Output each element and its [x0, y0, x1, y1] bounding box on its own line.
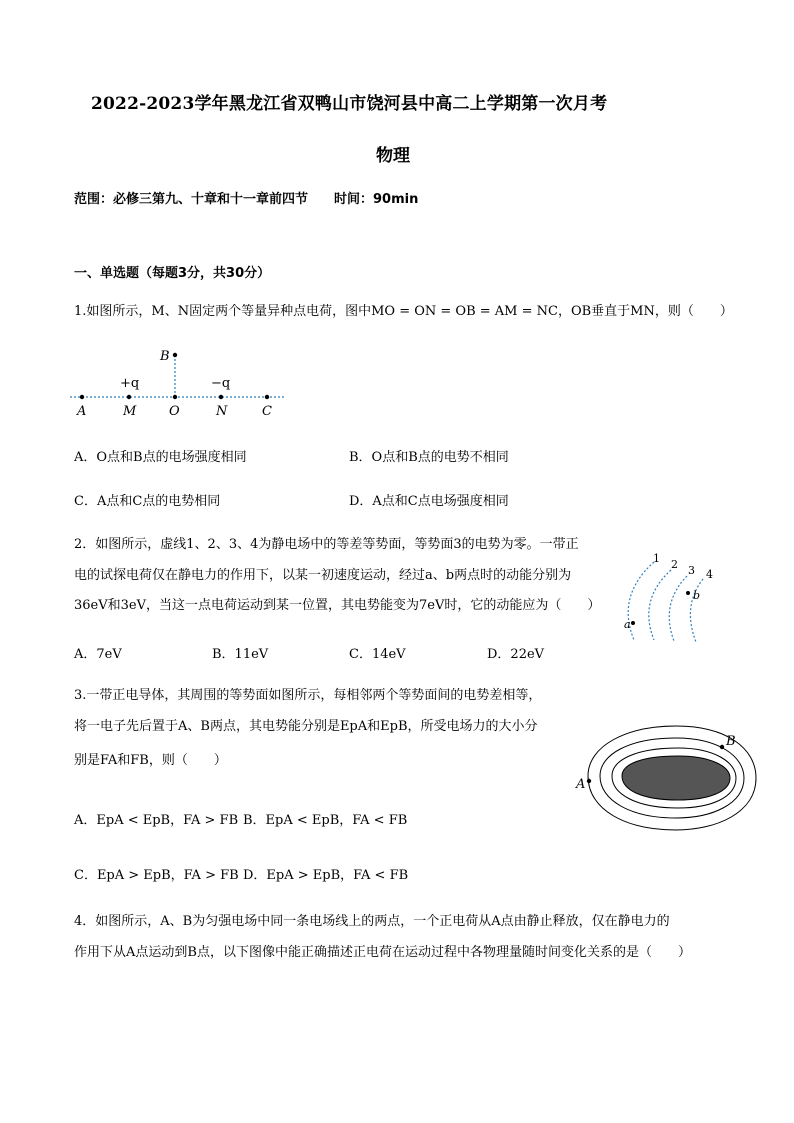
q3-point-a: [587, 779, 591, 783]
q2-line-label-3: 3: [688, 564, 695, 577]
q1-point-o: [173, 395, 177, 399]
q2-line-label-4: 4: [706, 568, 713, 581]
q3-figure: [566, 718, 766, 836]
q2-equipotential-2: [649, 570, 671, 640]
exam-title: 2022-2023学年黑龙江省双鸭山市饶河县中高二上学期第一次月考: [91, 94, 608, 114]
q1-label-c: C: [262, 404, 272, 419]
q2-line-label-1: 1: [653, 552, 660, 565]
q2-stem-line3: 36eV和3eV，当这一点电荷运动到某一位置，其电势能变为7eV时，它的动能应为（ ）: [74, 598, 601, 613]
q2-option-d[interactable]: D．22eV: [487, 647, 545, 662]
q3-conductor: [622, 756, 730, 800]
q1-charge-plus: +q: [120, 376, 140, 391]
q1-stem: 1.如图所示，M、N固定两个等量异种点电荷，图中MO = ON = OB = AM = NC，OB垂直于MN，则（ ）: [74, 304, 733, 319]
q1-label-o: O: [169, 404, 180, 419]
q2-equipotential-3: [669, 576, 687, 641]
q1-option-a[interactable]: A．O点和B点的电场强度相同: [74, 450, 247, 465]
q2-label-b: b: [693, 589, 701, 602]
q3-option-a[interactable]: A．EpA < EpB，FA > FB: [74, 813, 239, 828]
q1-charge-minus: −q: [211, 376, 231, 391]
q2-label-a: a: [624, 618, 631, 631]
q3-stem-line2: 将一电子先后置于A、B两点，其电势能分别是EpA和EpB，所受电场力的大小分: [74, 719, 538, 734]
q3-option-d[interactable]: D．EpA > EpB，FA < FB: [243, 868, 409, 883]
time-text: 时间：90min: [334, 192, 419, 207]
q4-stem-line2: 作用下从A点运动到B点，以下图像中能正确描述正电荷在运动过程中各物理量随时间变化关系的是（ ）: [74, 945, 691, 960]
q3-label-b: B: [726, 734, 736, 749]
q1-option-b[interactable]: B．O点和B点的电势不相同: [349, 450, 509, 465]
section-heading: 一、单选题（每题3分，共30分）: [74, 266, 271, 281]
q3-label-a: A: [576, 777, 586, 792]
q3-stem-line1: 3.一带正电导体，其周围的等势面如图所示，每相邻两个等势面间的电势差相等，: [74, 688, 542, 703]
q2-option-b[interactable]: B．11eV: [212, 647, 269, 662]
q1-label-a: A: [77, 404, 87, 419]
q1-figure: [70, 344, 290, 422]
q3-stem-line3: 别是FA和FB，则（ ）: [74, 753, 227, 768]
q2-option-a[interactable]: A．7eV: [74, 647, 122, 662]
q1-label-m: M: [123, 404, 137, 419]
q1-label-b: B: [160, 349, 170, 364]
q1-option-c[interactable]: C．A点和C点的电势相同: [74, 494, 221, 509]
q1-point-m: [127, 395, 131, 399]
q2-stem-line2: 电的试探电荷仅在静电力的作用下，以某一初速度运动，经过a、b两点时的动能分别为: [74, 568, 572, 583]
q2-point-b: [686, 591, 690, 595]
q1-label-n: N: [216, 404, 228, 419]
q1-point-b: [173, 353, 177, 357]
q4-stem-line1: 4．如图所示，A、B为匀强电场中同一条电场线上的两点，一个正电荷从A点由静止释放，仅在静电力的: [74, 914, 670, 929]
q1-point-a: [80, 395, 84, 399]
q1-option-d[interactable]: D．A点和C点电场强度相同: [349, 494, 509, 509]
q2-figure: [616, 548, 726, 644]
scope-text: 范围：必修三第九、十章和十一章前四节: [74, 192, 309, 207]
q1-point-n: [219, 395, 223, 399]
q2-line-label-2: 2: [671, 558, 678, 571]
exam-meta: [74, 188, 418, 207]
q2-stem-line1: 2．如图所示，虚线1、2、3、4为静电场中的等差等势面，等势面3的电势为零。一带正: [74, 537, 579, 552]
subject-title: 物理: [376, 146, 410, 166]
q3-point-b: [720, 745, 724, 749]
q2-option-c[interactable]: C．14eV: [349, 647, 406, 662]
q2-point-a: [631, 621, 635, 625]
q3-option-c[interactable]: C．EpA > EpB，FA > FB: [74, 868, 239, 883]
q3-option-b[interactable]: B．EpA < EpB，FA < FB: [243, 813, 408, 828]
q1-point-c: [265, 395, 269, 399]
